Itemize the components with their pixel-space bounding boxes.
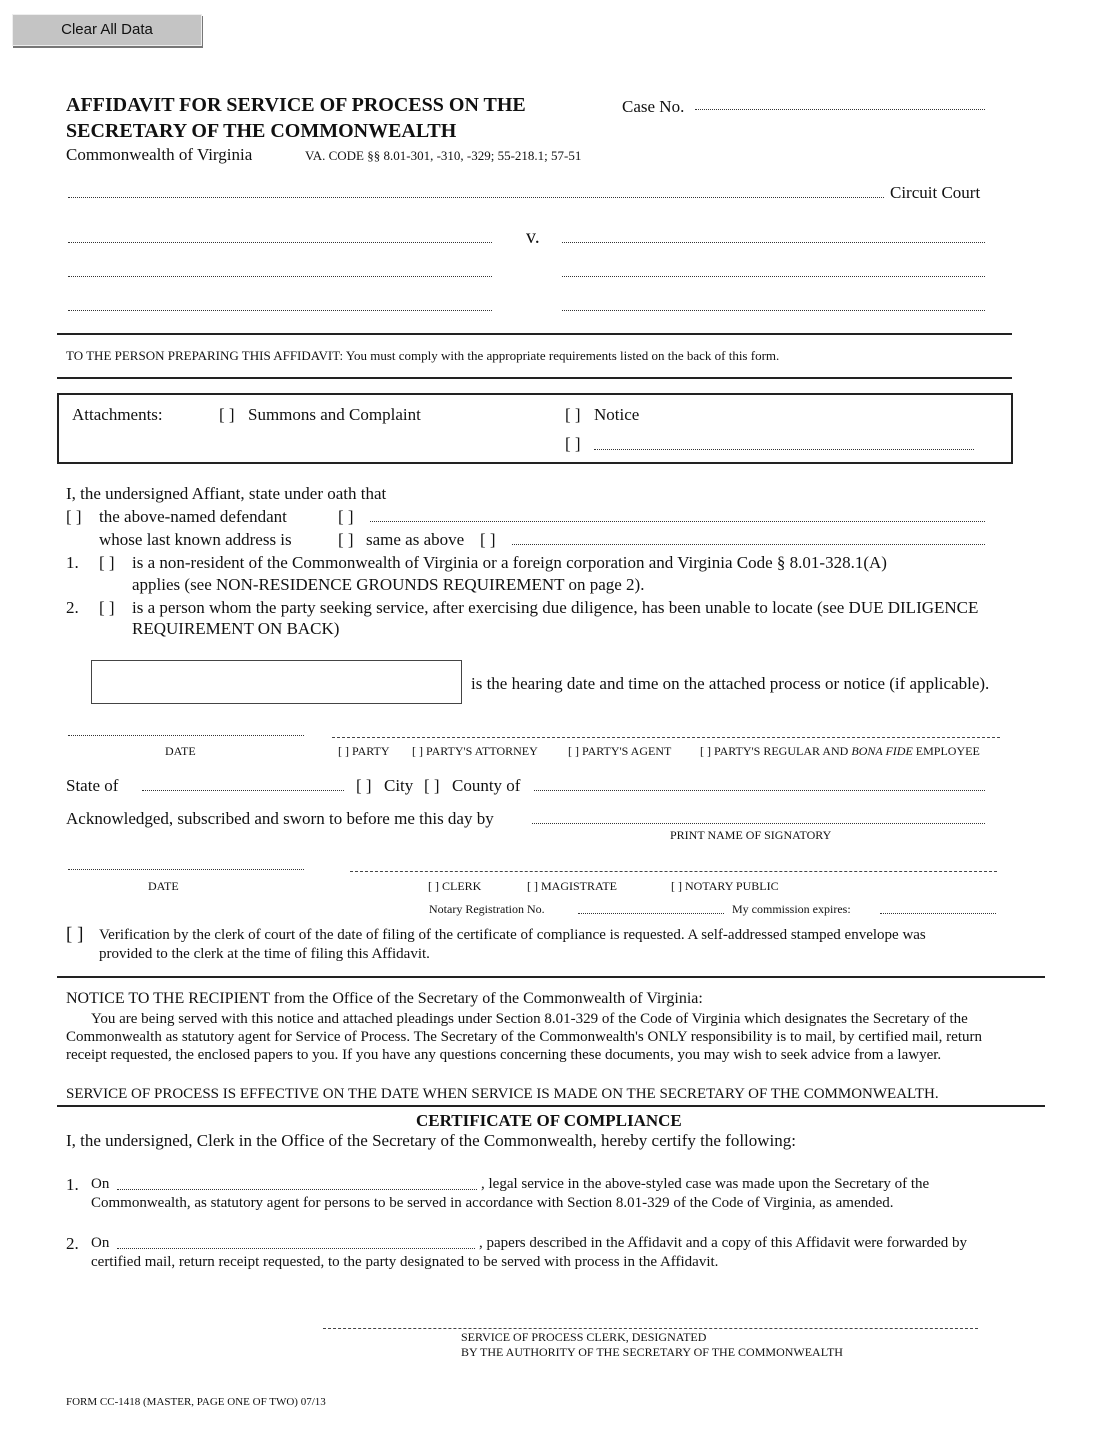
clerk-checkbox[interactable]: [ ] CLERK: [428, 879, 482, 893]
effective-notice: SERVICE OF PROCESS IS EFFECTIVE ON THE DATE WHEN SERVICE IS MADE ON THE SECRETARY OF THE COMMONWEALTH.: [66, 1086, 939, 1102]
other-attachment-field[interactable]: [594, 449, 974, 450]
divider: [57, 976, 1045, 978]
title-line-2: SECRETARY OF THE COMMONWEALTH: [66, 120, 457, 142]
attachments-label: Attachments:: [72, 405, 163, 424]
hearing-text: is the hearing date and time on the attached process or notice (if applicable).: [471, 674, 990, 693]
case-no-field[interactable]: [695, 109, 985, 110]
commission-field[interactable]: [880, 913, 996, 914]
registration-label: Notary Registration No.: [429, 902, 545, 916]
affiant-intro: I, the undersigned Affiant, state under oath that: [66, 484, 387, 503]
hearing-date-input[interactable]: [91, 660, 462, 704]
clerk-signature-line[interactable]: [323, 1328, 978, 1329]
named-defendant-checkbox[interactable]: [ ]: [338, 507, 354, 526]
notary-public-checkbox[interactable]: [ ] NOTARY PUBLIC: [671, 879, 779, 893]
title-line-1: AFFIDAVIT FOR SERVICE OF PROCESS ON THE: [66, 94, 526, 116]
defendant-field-1[interactable]: [562, 242, 985, 243]
service-date-field[interactable]: [117, 1189, 477, 1190]
clerk-designation: SERVICE OF PROCESS CLERK, DESIGNATED: [461, 1330, 707, 1344]
same-as-above-checkbox[interactable]: [ ]: [480, 530, 496, 549]
county-label: County of: [452, 776, 521, 795]
plaintiff-field-2[interactable]: [68, 276, 492, 277]
item-1-checkbox[interactable]: [ ]: [99, 553, 115, 572]
item-1-text: is a non-resident of the Commonwealth of Virginia or a foreign corporation and Virginia Code § 8.01-328.1(A): [132, 553, 887, 572]
divider: [57, 377, 1012, 379]
code-reference: VA. CODE §§ 8.01-301, -310, -329; 55-218.1; 57-51: [305, 148, 582, 163]
verification-checkbox[interactable]: [ ]: [66, 924, 84, 945]
defendant-checkbox[interactable]: [ ]: [66, 507, 82, 526]
notary-signature-line[interactable]: [350, 871, 997, 872]
same-as-above-label: same as above: [366, 530, 465, 549]
clear-all-data-button[interactable]: Clear All Data: [12, 14, 202, 46]
form-id: FORM CC-1418 (MASTER, PAGE ONE OF TWO) 07/13: [66, 1396, 326, 1408]
employee-text: [ ] PARTY'S REGULAR AND: [700, 744, 852, 758]
cert-item-1-text: , legal service in the above-styled case was made upon the Secretary of the: [481, 1176, 930, 1192]
verification-text: Verification by the clerk of court of the date of filing of the certificate of compliance is requested. A self-addressed stamped envelope was: [99, 927, 926, 943]
state-of-label: State of: [66, 776, 119, 795]
cert-item-2-text-cont: certified mail, return receipt requested, to the party designated to be served with process in the Affidavit.: [91, 1254, 719, 1270]
item-2-number: 2.: [66, 598, 79, 617]
notice-checkbox[interactable]: [ ]: [565, 405, 581, 424]
magistrate-checkbox[interactable]: [ ] MAGISTRATE: [527, 879, 617, 893]
cert-item-2-number: 2.: [66, 1234, 79, 1253]
summons-checkbox[interactable]: [ ]: [219, 405, 235, 424]
versus-label: v.: [526, 226, 540, 248]
attachments-box: [57, 393, 1013, 464]
court-name-field[interactable]: [68, 197, 884, 198]
county-checkbox[interactable]: [ ]: [424, 776, 440, 795]
clerk-authority: BY THE AUTHORITY OF THE SECRETARY OF THE COMMONWEALTH: [461, 1345, 843, 1359]
affiant-signature-line[interactable]: [332, 737, 1000, 738]
circuit-court-label: Circuit Court: [890, 183, 981, 202]
signatory-name-field[interactable]: [532, 823, 985, 824]
jurisdiction: Commonwealth of Virginia: [66, 145, 253, 164]
registration-field[interactable]: [578, 913, 724, 914]
employee-text-end: EMPLOYEE: [912, 744, 980, 758]
case-no-label: Case No.: [622, 97, 685, 116]
print-name-label: PRINT NAME OF SIGNATORY: [670, 828, 832, 842]
recipient-body: You are being served with this notice and attached pleadings under Section 8.01-329 of the Code of Virginia which designates the Secretary of the Commonwealth as statutory agent for Service of Process. The Secretary of the Commonwealth's ONLY responsibility is to mail, by certified mail, return receipt requested, the enclosed papers to you. If you have any questions concerning these documents, you may wish to seek advice from a lawyer.: [66, 1011, 982, 1063]
bona-fide-text: BONA FIDE: [851, 744, 913, 758]
defendant-field-3[interactable]: [562, 310, 985, 311]
same-address-checkbox[interactable]: [ ]: [338, 530, 354, 549]
plaintiff-field-1[interactable]: [68, 242, 492, 243]
other-attachment-checkbox[interactable]: [ ]: [565, 434, 581, 453]
cert-item-1-on: On: [91, 1176, 110, 1192]
employee-checkbox[interactable]: [700, 745, 980, 757]
divider: [57, 333, 1012, 335]
cert-item-2-on: On: [91, 1235, 110, 1251]
agent-checkbox[interactable]: [ ] PARTY'S AGENT: [568, 744, 672, 758]
preparer-notice: TO THE PERSON PREPARING THIS AFFIDAVIT: You must comply with the appropriate requirements listed on the back of this form.: [66, 348, 780, 363]
attorney-checkbox[interactable]: [ ] PARTY'S ATTORNEY: [412, 744, 538, 758]
item-1-number: 1.: [66, 553, 79, 572]
defendant-name-field[interactable]: [370, 521, 985, 522]
forwarded-date-field[interactable]: [117, 1248, 475, 1249]
party-checkbox[interactable]: [ ] PARTY: [338, 744, 390, 758]
state-field[interactable]: [142, 790, 344, 791]
county-field[interactable]: [534, 790, 985, 791]
notary-date-field[interactable]: [68, 869, 304, 870]
certificate-title: CERTIFICATE OF COMPLIANCE: [416, 1111, 682, 1130]
item-2-text-cont: REQUIREMENT ON BACK): [132, 619, 340, 638]
cert-item-1-number: 1.: [66, 1175, 79, 1194]
cert-item-2-text: , papers described in the Affidavit and a copy of this Affidavit were forwarded by: [479, 1235, 968, 1251]
cert-item-1-text-cont: Commonwealth, as statutory agent for persons to be served in accordance with Section 8.01-329 of the Code of Virginia, as amended.: [91, 1195, 894, 1211]
acknowledged-label: Acknowledged, subscribed and sworn to before me this day by: [66, 809, 494, 828]
verification-text-cont: provided to the clerk at the time of filing this Affidavit.: [99, 946, 430, 962]
address-label: whose last known address is: [99, 530, 292, 549]
date-label: DATE: [148, 879, 179, 893]
city-label: City: [384, 776, 414, 795]
plaintiff-field-3[interactable]: [68, 310, 492, 311]
address-field[interactable]: [512, 544, 985, 545]
city-checkbox[interactable]: [ ]: [356, 776, 372, 795]
summons-label: Summons and Complaint: [248, 405, 421, 424]
divider: [57, 1105, 1045, 1107]
defendant-label: the above-named defendant: [99, 507, 287, 526]
item-1-text-cont: applies (see NON-RESIDENCE GROUNDS REQUIREMENT on page 2).: [132, 575, 645, 594]
item-2-checkbox[interactable]: [ ]: [99, 598, 115, 617]
affiant-date-field[interactable]: [68, 735, 304, 736]
defendant-field-2[interactable]: [562, 276, 985, 277]
notice-label: Notice: [594, 405, 640, 424]
certificate-intro: I, the undersigned, Clerk in the Office of the Secretary of the Commonwealth, hereby certify the following:: [66, 1131, 796, 1150]
date-label: DATE: [165, 744, 196, 758]
item-2-text: is a person whom the party seeking service, after exercising due diligence, has been unable to locate (see DUE DILIGENCE: [132, 598, 979, 617]
commission-label: My commission expires:: [732, 902, 851, 916]
recipient-heading: NOTICE TO THE RECIPIENT from the Office of the Secretary of the Commonwealth of Virginia:: [66, 990, 703, 1007]
